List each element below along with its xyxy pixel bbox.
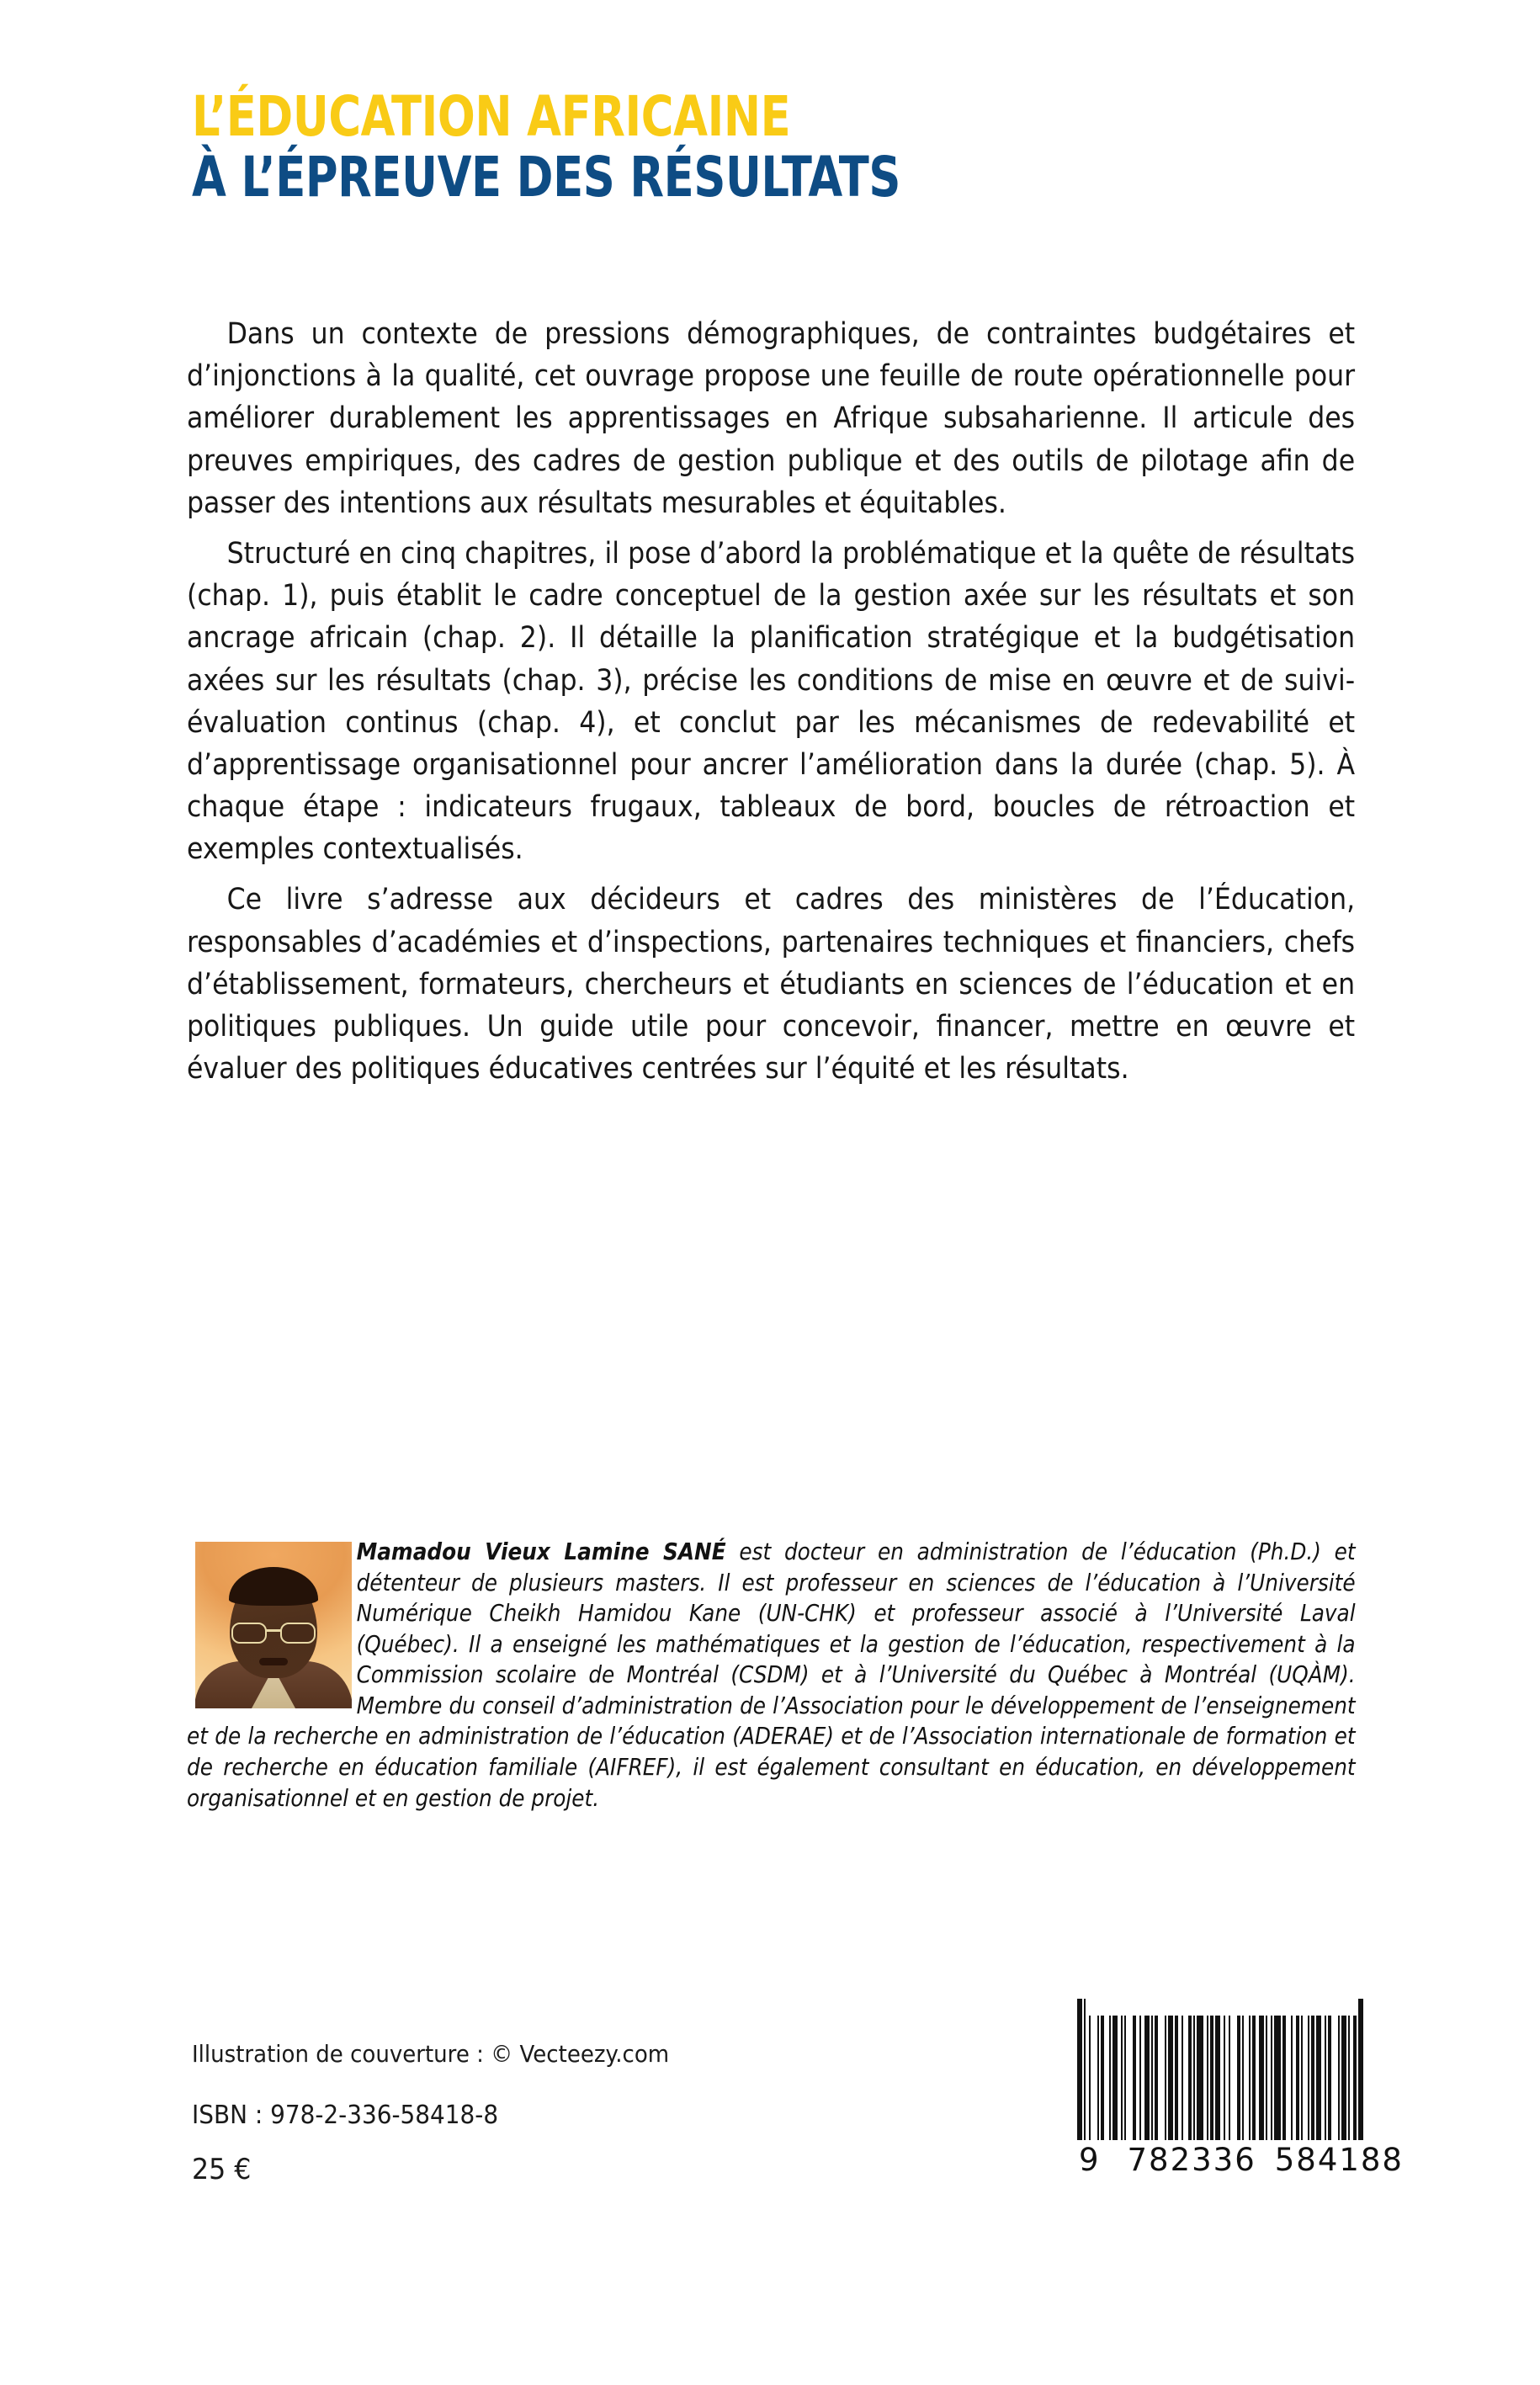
- author-section: [187, 1537, 1357, 1814]
- barcode-bar: [1158, 2016, 1165, 2140]
- cover-title: [192, 84, 1353, 210]
- illustration-credit: Illustration de couverture : © Vecteezy.com: [192, 2040, 670, 2068]
- barcode-bar: [1230, 2016, 1237, 2140]
- barcode-bar: [1126, 2016, 1133, 2140]
- blurb-paragraph-3: Ce livre s’adresse aux décideurs et cadres des ministères de l’Éducation, responsables d’académies et d’inspections, partenaires techniques et financiers, chefs d’établissement, formateurs, chercheurs et étudiants en sciences de l’éducation et en politiques publiques. Un guide utile pour concevoir, financer, mettre en œuvre et évaluer des politiques éducatives centrées sur l’équité et les résultats.: [187, 883, 1356, 1086]
- barcode-bar: [1331, 2016, 1338, 2140]
- blurb-text: [187, 313, 1355, 1090]
- author-name: Mamadou Vieux Lamine SANÉ: [356, 1538, 726, 1565]
- blurb-paragraph-1: Dans un contexte de pressions démographiques, de contraintes budgétaires et d’injonctions à la qualité, cet ouvrage propose une feuille de route opérationnelle pour améliorer durablement les apprentissages en Afrique subsaharienne. Il articule des preuves empiriques, des cadres de gestion publique et des outils de pilotage afin de passer des intentions aux résultats mesurables et équitables.: [187, 317, 1356, 520]
- isbn-text: ISBN : 978-2-336-58418-8: [192, 2100, 499, 2130]
- isbn-barcode: [1077, 2016, 1405, 2178]
- barcode-bars: [1077, 2016, 1405, 2140]
- barcode-bar: [1363, 1999, 1365, 2140]
- barcode-bar: [1274, 2016, 1281, 2140]
- barcode-bar: [1197, 2016, 1203, 2140]
- barcode-digit-lead: 9: [1079, 2142, 1101, 2178]
- barcode-digits-right: 584188: [1274, 2142, 1404, 2178]
- barcode-digits-left: 782336: [1127, 2142, 1256, 2178]
- title-line-secondary: À L’ÉPREUVE DES RÉSULTATS: [192, 145, 901, 210]
- barcode-bar: [1091, 2016, 1097, 2140]
- barcode-digits: [1077, 2142, 1405, 2178]
- title-line-primary: L’ÉDUCATION AFRICAINE: [192, 84, 791, 149]
- author-biography: [187, 1537, 1356, 1814]
- price-text: 25 €: [192, 2152, 252, 2186]
- author-bio-text: est docteur en administration de l’éducation (Ph.D.) et détenteur de plusieurs masters. Il est professeur en sciences de l’éducation à l’Université Numérique Cheikh Hamidou Kane (UN-CHK) et professeur associé à l’Université Laval (Québec). Il a enseigné les mathématiques et la gestion de l’éducation, respectivement à la Commission scolaire de Montréal (CSDM) et à l’Université du Québec à Montréal (UQÀM). Membre du conseil d’administration de l’Association pour le développement de l’enseignement et de la recherche en administration de l’éducation (ADERAE) et de l’Association internationale de formation et de recherche en éducation familiale (AIFREF), il est également consultant en éducation, en développement organisationnel et en gestion de projet.: [187, 1538, 1356, 1812]
- blurb-paragraph-2: Structuré en cinq chapitres, il pose d’abord la problématique et la quête de résultats (chap. 1), puis établit le cadre conceptuel de la gestion axée sur les résultats et son ancrage africain (chap. 2). Il détaille la planification stratégique et la budgétisation axées sur les résultats (chap. 3), précise les conditions de mise en œuvre et de suivi-évaluation continus (chap. 4), et conclut par les mécanismes de redevabilité et d’apprentissage organisationnel pour ancrer l’amélioration dans la durée (chap. 5). À chaque étape : indicateurs frugaux, tableaux de bord, boucles de rétroaction et exemples contextualisés.: [187, 536, 1356, 867]
